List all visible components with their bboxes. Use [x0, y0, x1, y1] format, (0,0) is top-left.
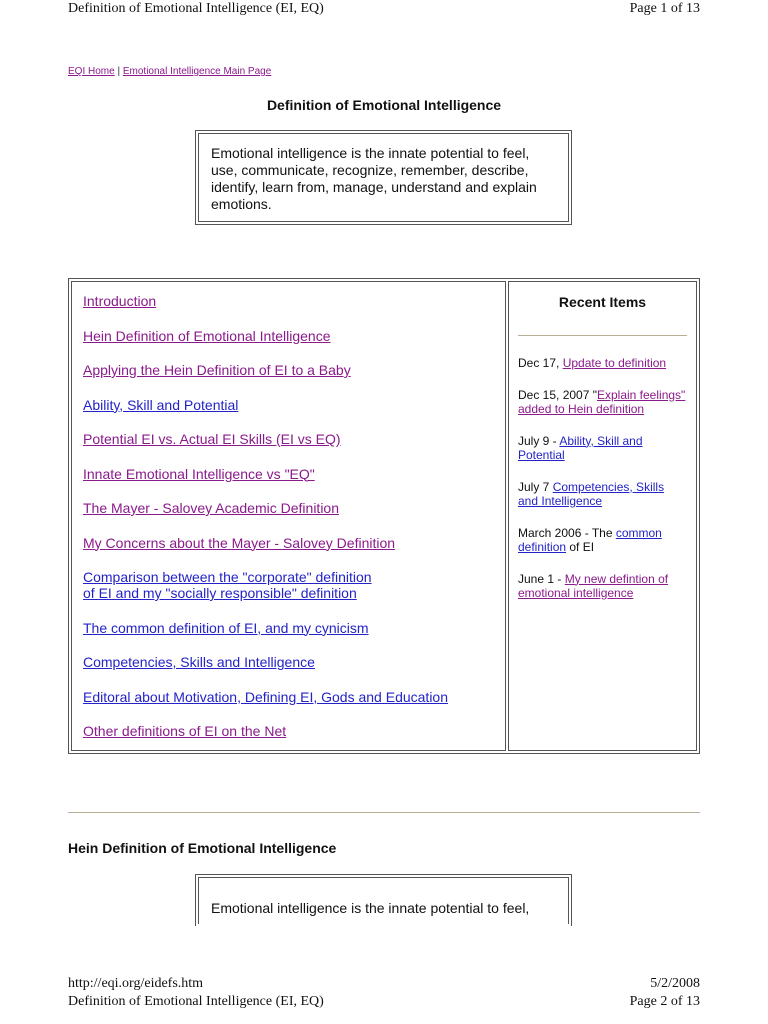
print-footer-url: http://eqi.org/eidefs.htm: [68, 976, 204, 991]
recent-item: [518, 356, 687, 371]
print-footer-page-number: Page 2 of 13: [629, 994, 700, 1009]
recent-item-date: July 7: [518, 479, 553, 494]
page-title: Definition of Emotional Intelligence: [266, 97, 502, 113]
recent-item: [518, 434, 687, 463]
print-footer-date: 5/2/2008: [650, 976, 700, 991]
recent-item-link[interactable]: Update to definition: [562, 356, 667, 370]
toc-item: [83, 500, 494, 516]
table-of-contents: [71, 281, 506, 751]
toc-link-comparison[interactable]: [83, 569, 372, 601]
toc-link-line: of EI and my "socially responsible" definition: [83, 585, 357, 601]
recent-items-panel: [508, 281, 697, 751]
recent-item: [518, 480, 687, 509]
toc-item: [83, 620, 494, 636]
recent-items-title: Recent Items: [558, 294, 647, 310]
recent-item-link[interactable]: Explain feelings" added to Hein definition: [518, 387, 686, 416]
toc-item: [83, 293, 494, 309]
recent-item: [518, 388, 687, 417]
recent-item-date: Dec 15, 2007 ": [518, 387, 597, 402]
breadcrumb-home-link[interactable]: EQI Home: [68, 66, 115, 77]
toc-item: [83, 535, 494, 551]
toc-link-other-definitions[interactable]: Other definitions of EI on the Net: [83, 723, 287, 739]
print-header-page-number: Page 1 of 13: [629, 1, 700, 16]
toc-item: [83, 466, 494, 482]
toc-link-hein-definition[interactable]: Hein Definition of Emotional Intelligence: [83, 327, 331, 344]
recent-item-link[interactable]: My new defintion of emotional intelligence: [518, 571, 669, 600]
definition-box: [195, 130, 572, 225]
recent-item-link[interactable]: Competencies, Skills and Intelligence: [518, 479, 665, 508]
section-divider: [68, 812, 700, 813]
toc-link-concerns-mayer-salovey[interactable]: My Concerns about the Mayer - Salovey Definition: [83, 534, 396, 551]
recent-item-link[interactable]: Ability, Skill and Potential: [518, 433, 643, 462]
contents-table: [68, 278, 700, 754]
recent-item-date: March 2006 - The: [518, 525, 616, 540]
definition-text: Emotional intelligence is the innate potential to feel, use, communicate, recognize, remember, describe, identify, learn from, manage, understand and explain emotions.: [198, 133, 569, 222]
section-heading: Hein Definition of Emotional Intelligence: [68, 840, 337, 856]
toc-item: [83, 723, 494, 739]
breadcrumb-main-link[interactable]: Emotional Intelligence Main Page: [122, 66, 272, 77]
recent-item-link[interactable]: common definition: [518, 525, 662, 554]
toc-link-mayer-salovey[interactable]: The Mayer - Salovey Academic Definition: [83, 500, 339, 516]
breadcrumb-separator: |: [117, 66, 121, 77]
toc-link-common-definition[interactable]: The common definition of EI, and my cynicism: [83, 619, 369, 636]
recent-item-date: June 1 -: [518, 571, 565, 586]
print-header-title: Definition of Emotional Intelligence (EI, EQ): [68, 1, 324, 16]
toc-item: [83, 689, 494, 705]
toc-item: [83, 397, 494, 413]
toc-item: [83, 569, 494, 601]
toc-link-baby[interactable]: Applying the Hein Definition of EI to a Baby: [83, 362, 351, 378]
toc-item: [83, 431, 494, 447]
toc-item: [83, 362, 494, 378]
toc-link-innate-vs-eq[interactable]: Innate Emotional Intelligence vs "EQ": [83, 465, 315, 482]
definition-box-2: [195, 874, 572, 926]
recent-items-divider: [518, 335, 687, 336]
toc-link-editorial[interactable]: Editoral about Motivation, Defining EI, Gods and Education: [83, 688, 448, 705]
toc-item: [83, 654, 494, 670]
toc-link-ability-skill-potential[interactable]: Ability, Skill and Potential: [83, 396, 239, 413]
toc-link-line: Comparison between the "corporate" definition: [83, 569, 372, 585]
recent-item-date: July 9 -: [518, 433, 560, 448]
toc-item: [83, 328, 494, 344]
definition-text-2: Emotional intelligence is the innate potential to feel,: [198, 877, 569, 924]
recent-item-suffix: of EI: [566, 540, 595, 554]
toc-link-potential-vs-actual[interactable]: Potential EI vs. Actual EI Skills (EI vs EQ): [83, 431, 341, 447]
toc-link-competencies[interactable]: Competencies, Skills and Intelligence: [83, 654, 315, 670]
toc-link-introduction[interactable]: Introduction: [83, 293, 157, 309]
print-footer-title: Definition of Emotional Intelligence (EI, EQ): [68, 994, 324, 1009]
recent-item: [518, 572, 687, 601]
breadcrumb: [68, 66, 271, 77]
recent-item: [518, 526, 687, 555]
recent-item-date: Dec 17,: [518, 356, 563, 370]
